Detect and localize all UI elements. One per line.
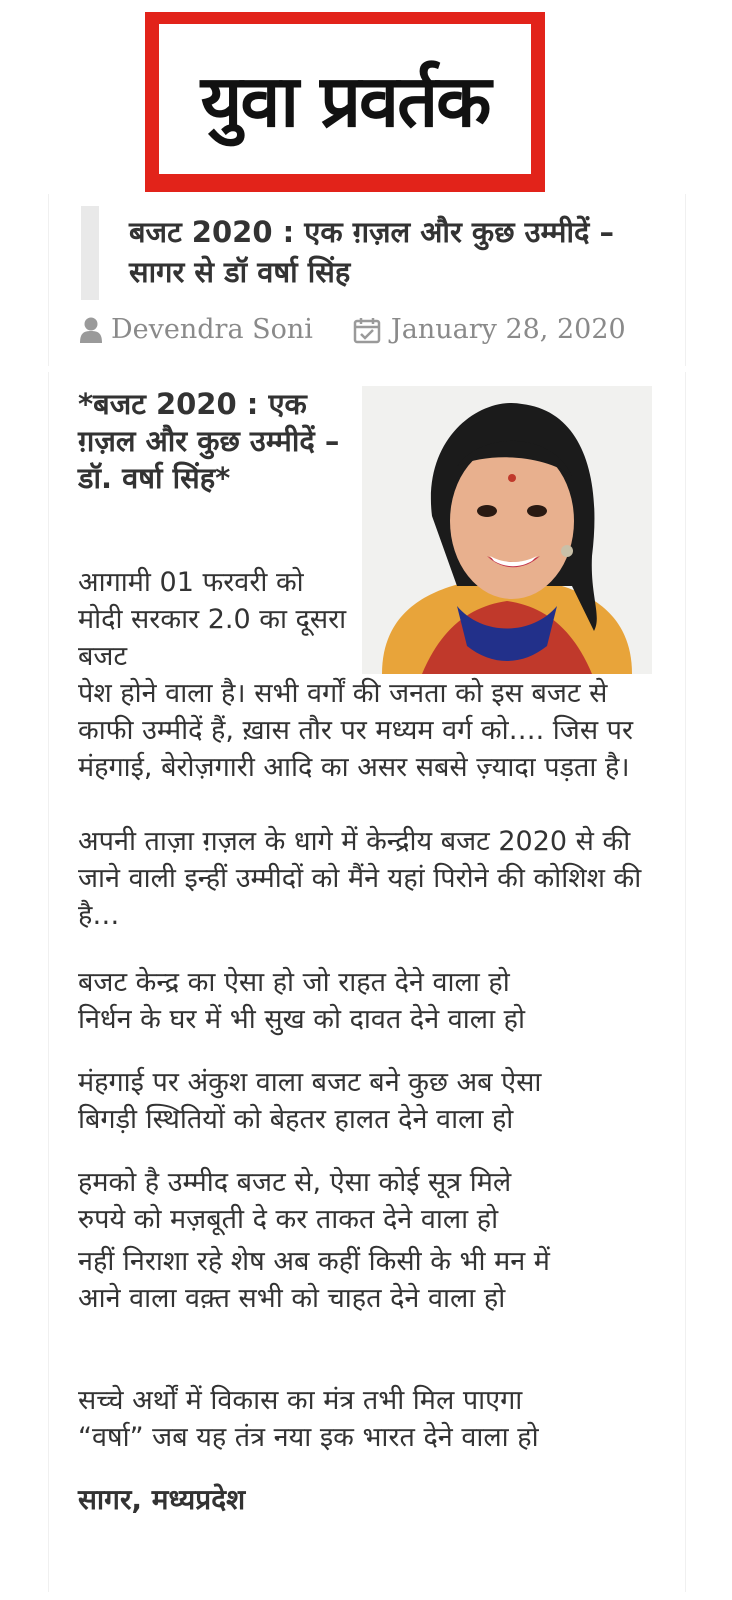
intro-paragraph-start: आगामी 01 फरवरी को मोदी सरकार 2.0 का दूसरा बजट xyxy=(78,567,347,672)
stanza-line: रुपये को मज़बूती दे कर ताकत देने वाला हो xyxy=(78,1204,499,1235)
intro-paragraph-second: अपनी ताज़ा ग़ज़ल के धागे में केन्द्रीय बजट 2020 से की जाने वाली इन्हीं उम्मीदों को मैंने यहां पिरोने की कोशिश की है… xyxy=(78,826,642,931)
stanza-line: बजट केन्द्र का ऐसा हो जो राहत देने वाला हो xyxy=(78,967,510,998)
author-name[interactable]: Devendra Soni xyxy=(111,314,313,345)
user-icon xyxy=(79,316,103,344)
site-logo[interactable] xyxy=(145,12,545,192)
ghazal-stanza xyxy=(78,1382,678,1456)
post-header-card xyxy=(48,194,686,366)
stanza-line: आने वाला वक़्त सभी को चाहत देने वाला हो xyxy=(78,1283,506,1314)
ghazal-stanza xyxy=(78,1064,678,1138)
author-photo xyxy=(362,386,652,674)
stanza-line: नहीं निराशा रहे शेष अब कहीं किसी के भी मन में xyxy=(78,1246,550,1277)
portrait-illustration xyxy=(362,386,652,674)
ghazal-stanza xyxy=(78,1164,678,1238)
stanza-line: सच्चे अर्थों में विकास का मंत्र तभी मिल पाएगा xyxy=(78,1385,523,1416)
logo-text: युवा प्रवर्तक xyxy=(200,59,490,143)
title-accent-bar xyxy=(81,206,99,300)
ghazal-stanza xyxy=(78,1243,678,1317)
stanza-line: “वर्षा” जब यह तंत्र नया इक भारत देने वाला हो xyxy=(78,1422,539,1453)
article-heading: *बजट 2020 : एक ग़ज़ल और कुछ उम्मीदें – डॉ. वर्षा सिंह* xyxy=(78,387,340,495)
stanza-line: निर्धन के घर में भी सुख को दावत देने वाला हो xyxy=(78,1004,526,1035)
logo-inner xyxy=(159,24,531,174)
stanza-line: हमको है उम्मीद बजट से, ऐसा कोई सूत्र मिले xyxy=(78,1167,512,1198)
post-date[interactable]: January 28, 2020 xyxy=(390,314,626,345)
stanza-line: मंहगाई पर अंकुश वाला बजट बने कुछ अब ऐसा xyxy=(78,1067,542,1098)
ghazal-stanza xyxy=(78,964,678,1038)
author-location: सागर, मध्यप्रदेश xyxy=(78,1483,246,1516)
intro-paragraph-continued: पेश होने वाला है। सभी वर्गों की जनता को इस बजट से काफी उम्मीदें हैं, ख़ास तौर पर मध्यम वर्ग को…. जिस पर मंहगाई, बेरोज़गारी आदि का असर सबसे ज़्यादा पड़ता है। xyxy=(78,678,634,783)
post-meta xyxy=(79,314,626,345)
post-title[interactable]: बजट 2020 : एक ग़ज़ल और कुछ उम्मीदें – सागर से डॉ वर्षा सिंह xyxy=(129,215,615,289)
stanza-line: बिगड़ी स्थितियों को बेहतर हालत देने वाला हो xyxy=(78,1104,514,1135)
calendar-icon xyxy=(353,316,381,344)
